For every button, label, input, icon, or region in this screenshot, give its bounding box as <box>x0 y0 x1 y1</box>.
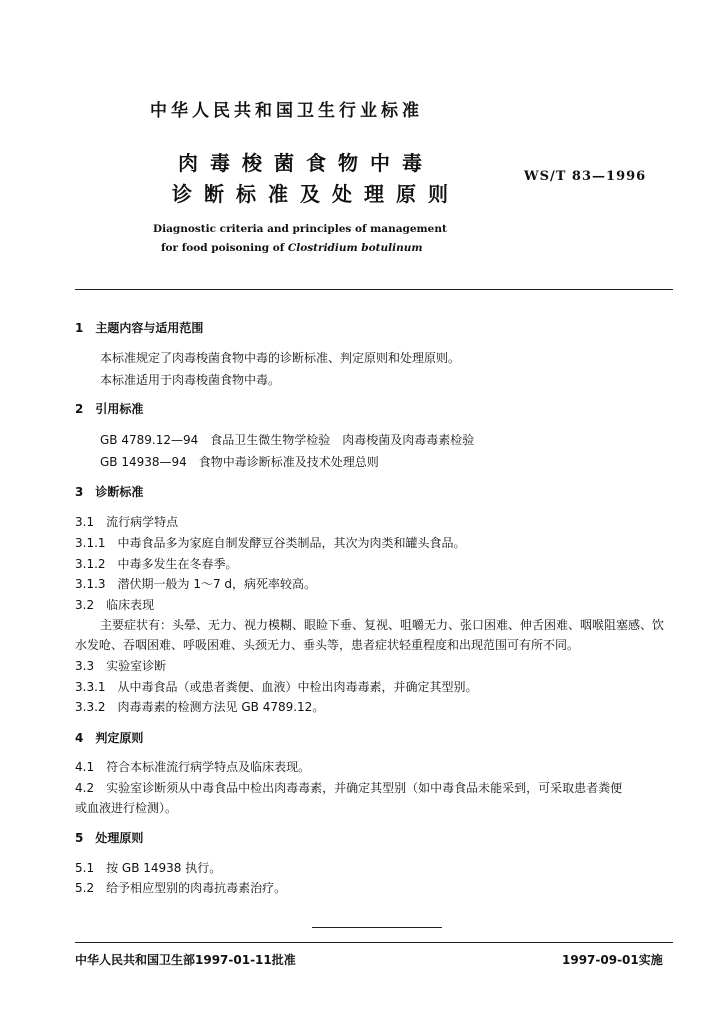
approval-date: 中华人民共和国卫生部1997-01-11批准 <box>75 953 296 967</box>
document-title-line1: 肉毒梭菌食物中毒 <box>178 151 434 175</box>
item-3-1-1: 3.1.1 中毒食品多为家庭自制发酵豆谷类制品，其次为肉类和罐头食品。 <box>75 536 466 550</box>
item-5-1: 5.1 按 GB 14938 执行。 <box>75 861 222 875</box>
item-3-1: 3.1 流行病学特点 <box>75 515 179 529</box>
english-title-prefix: for food poisoning of <box>161 242 288 254</box>
item-4-1: 4.1 符合本标准流行病学特点及临床表现。 <box>75 760 311 774</box>
top-divider <box>75 289 673 290</box>
item-3-3-1: 3.3.1 从中毒食品（或患者粪便、血液）中检出肉毒毒素，并确定其型别。 <box>75 680 478 694</box>
section-4-heading: 4 判定原则 <box>75 731 144 745</box>
reference-2: GB 14938—94 食物中毒诊断标准及技术处理总则 <box>100 455 379 469</box>
english-title-line1: Diagnostic criteria and principles of management <box>153 223 447 235</box>
section-3-heading: 3 诊断标准 <box>75 485 144 499</box>
item-3-2-text-line1: 主要症状有：头晕、无力、视力模糊、眼睑下垂、复视、咀嚼无力、张口困难、伸舌困难、咽喉阻塞感、饮 <box>100 618 665 632</box>
section-2-heading: 2 引用标准 <box>75 402 144 416</box>
section-1-paragraph-1: 本标准规定了肉毒梭菌食物中毒的诊断标准、判定原则和处理原则。 <box>100 351 461 365</box>
item-3-2: 3.2 临床表现 <box>75 598 155 612</box>
document-title-line2: 诊断标准及处理原则 <box>172 182 460 206</box>
english-title-italic: Clostridium botulinum <box>287 242 423 254</box>
footer-divider <box>75 942 673 943</box>
item-3-3-2: 3.3.2 肉毒毒素的检测方法见 GB 4789.12。 <box>75 700 325 714</box>
reference-1: GB 4789.12—94 食品卫生微生物学检验 肉毒梭菌及肉毒毒素检验 <box>100 433 475 447</box>
item-3-1-2: 3.1.2 中毒多发生在冬春季。 <box>75 557 238 571</box>
item-4-2-line1: 4.2 实验室诊断须从中毒食品中检出肉毒毒素，并确定其型别（如中毒食品未能采到，可采取患者粪便 <box>75 781 623 795</box>
item-3-3: 3.3 实验室诊断 <box>75 659 167 673</box>
item-4-2-line2: 或血液进行检测）。 <box>75 801 178 815</box>
item-3-2-text-line2: 水发呛、吞咽困难、呼吸困难、头颈无力、垂头等，患者症状轻重程度和出现范围可有所不同。 <box>75 638 580 652</box>
effective-date: 1997-09-01实施 <box>562 953 663 967</box>
end-of-text-rule <box>312 927 442 928</box>
item-3-1-3: 3.1.3 潜伏期一般为 1～7 d，病死率较高。 <box>75 577 317 591</box>
section-1-heading: 1 主题内容与适用范围 <box>75 321 204 335</box>
standard-code: WS/T 83—1996 <box>524 169 647 184</box>
item-5-2: 5.2 给予相应型别的肉毒抗毒素治疗。 <box>75 881 287 895</box>
english-title-line2 <box>161 242 422 254</box>
section-5-heading: 5 处理原则 <box>75 831 144 845</box>
section-1-paragraph-2: 本标准适用于肉毒梭菌食物中毒。 <box>100 373 281 387</box>
issuing-organization: 中华人民共和国卫生行业标准 <box>150 101 423 121</box>
